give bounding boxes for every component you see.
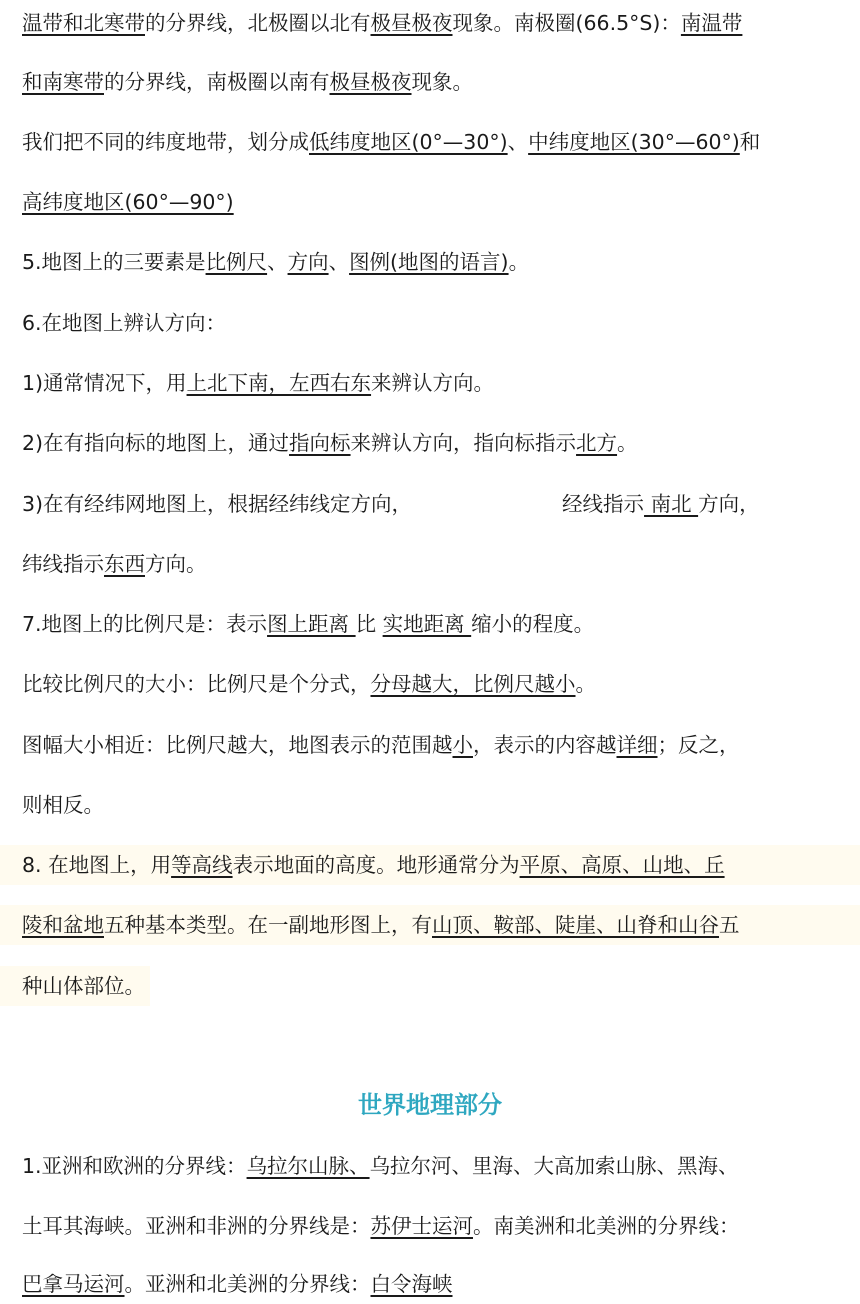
underlined-keyword: 上北下南，左西右东 — [186, 371, 372, 395]
text-segment: 7.地图上的比例尺是：表示 — [22, 612, 268, 636]
underlined-keyword: 白令海峡 — [370, 1272, 453, 1296]
text-segment: 来辨认方向。 — [371, 371, 495, 395]
underlined-keyword: 极昼极夜 — [370, 11, 453, 35]
text-line — [0, 242, 860, 282]
text-segment: 纬线指示 — [22, 552, 104, 576]
text-line — [0, 182, 860, 222]
text-line — [0, 845, 860, 885]
section-title: 世界地理部分 — [358, 1091, 502, 1119]
text-line — [0, 122, 860, 162]
text-segment: 乌拉尔河、里海、大高加索山脉、黑海、 — [369, 1154, 739, 1178]
text-line — [0, 905, 860, 945]
underlined-keyword: 低纬度地区(0°—30°) — [309, 130, 508, 154]
text-line — [0, 725, 860, 765]
underlined-keyword: 方向 — [287, 250, 329, 274]
text-segment: 3)在有经纬网地图上，根据经纬线定方向， — [22, 492, 413, 516]
text-segment: 5.地图上的三要素是 — [22, 250, 206, 274]
underlined-keyword: 陵和盆地 — [22, 913, 104, 937]
text-segment: 方向。 — [145, 552, 207, 576]
text-line — [0, 62, 860, 102]
underlined-keyword: 等高线 — [171, 853, 233, 877]
underlined-keyword: 温带和北寒带 — [22, 11, 145, 35]
underlined-keyword: 苏伊士运河 — [370, 1214, 473, 1238]
text-line — [0, 1206, 860, 1246]
underlined-keyword: 极昼极夜 — [329, 70, 412, 94]
text-segment: ，表示的内容越 — [473, 733, 617, 757]
text-segment: 比 — [355, 612, 383, 636]
text-line — [0, 604, 860, 644]
text-line — [0, 3, 860, 43]
text-line — [0, 1264, 860, 1304]
text-segment: 图幅大小相近：比例尺越大，地图表示的范围越 — [22, 733, 453, 757]
text-segment: 1)通常情况下，用 — [22, 371, 187, 395]
text-segment: 现象。 — [411, 70, 473, 94]
text-segment: 土耳其海峡。亚洲和非洲的分界线是： — [22, 1214, 371, 1238]
underlined-keyword: 东西 — [104, 552, 145, 576]
underlined-keyword: 平原、高原、山地、丘 — [519, 853, 725, 877]
text-segment: 比较比例尺的大小：比例尺是个分式， — [22, 672, 371, 696]
text-segment: 缩小的程度。 — [471, 612, 595, 636]
text-line — [0, 303, 860, 343]
text-line — [0, 664, 860, 704]
text-segment: 则相反。 — [22, 793, 104, 817]
underlined-keyword: 南北 — [644, 492, 699, 516]
text-segment: 的分界线，南极圈以南有 — [104, 70, 330, 94]
underlined-keyword: 分母越大，比例尺越小 — [370, 672, 576, 696]
underlined-keyword: 小 — [452, 733, 473, 757]
underlined-keyword: 详细 — [616, 733, 658, 757]
text-segment: 经线指示 — [562, 492, 645, 516]
text-segment: 来辨认方向，指向标指示 — [350, 431, 577, 455]
underlined-keyword: 中纬度地区(30°—60°) — [528, 130, 740, 154]
underlined-keyword: 巴拿马运河 — [22, 1272, 125, 1296]
underlined-keyword: 图例(地图的语言) — [349, 250, 509, 274]
text-segment: 和 — [739, 130, 761, 154]
underlined-keyword: 实地距离 — [382, 612, 472, 636]
text-line — [0, 484, 860, 524]
underlined-keyword: 指向标 — [289, 431, 351, 455]
text-segment: 。 — [575, 672, 596, 696]
underlined-keyword: 南温带 — [680, 11, 743, 35]
text-line — [0, 785, 860, 825]
underlined-keyword: 山顶、鞍部、陡崖、山脊和山谷 — [432, 913, 719, 937]
text-line — [0, 1146, 860, 1186]
underlined-keyword: 图上距离 — [267, 612, 356, 636]
text-segment: 现象。南极圈(66.5°S)： — [452, 11, 681, 35]
text-line — [0, 966, 150, 1006]
text-segment: 表示地面的高度。地形通常分为 — [232, 853, 520, 877]
text-line — [0, 363, 860, 403]
text-segment: 。 — [508, 250, 530, 274]
text-segment: 、 — [507, 130, 529, 154]
text-segment: ；反之， — [657, 733, 740, 757]
text-segment: 种山体部位。 — [22, 974, 145, 998]
text-segment: 。 — [617, 431, 638, 455]
text-segment: 五种基本类型。在一副地形图上，有 — [104, 913, 432, 937]
underlined-keyword: 乌拉尔山脉、 — [246, 1154, 370, 1178]
text-line — [0, 544, 860, 584]
text-segment: 1.亚洲和欧洲的分界线： — [22, 1154, 247, 1178]
text-segment: 8. 在地图上，用 — [22, 853, 172, 877]
text-segment: 我们把不同的纬度地带，划分成 — [22, 130, 309, 154]
text-segment: 。亚洲和北美洲的分界线： — [124, 1272, 371, 1296]
underlined-keyword: 比例尺 — [205, 250, 268, 274]
text-segment: 6.在地图上辨认方向： — [22, 311, 227, 335]
text-segment: 、 — [328, 250, 350, 274]
text-segment: 2)在有指向标的地图上，通过 — [22, 431, 290, 455]
underlined-keyword: 高纬度地区(60°—90°) — [22, 190, 234, 214]
text-line — [0, 423, 860, 463]
text-segment: 、 — [267, 250, 288, 274]
underlined-keyword: 北方 — [576, 431, 618, 455]
text-segment: 的分界线，北极圈以北有 — [145, 11, 371, 35]
underlined-keyword: 和南寒带 — [22, 70, 104, 94]
text-segment: 方向， — [698, 492, 760, 516]
text-segment: 。南美洲和北美洲的分界线： — [473, 1214, 740, 1238]
text-segment: 五 — [719, 913, 740, 937]
